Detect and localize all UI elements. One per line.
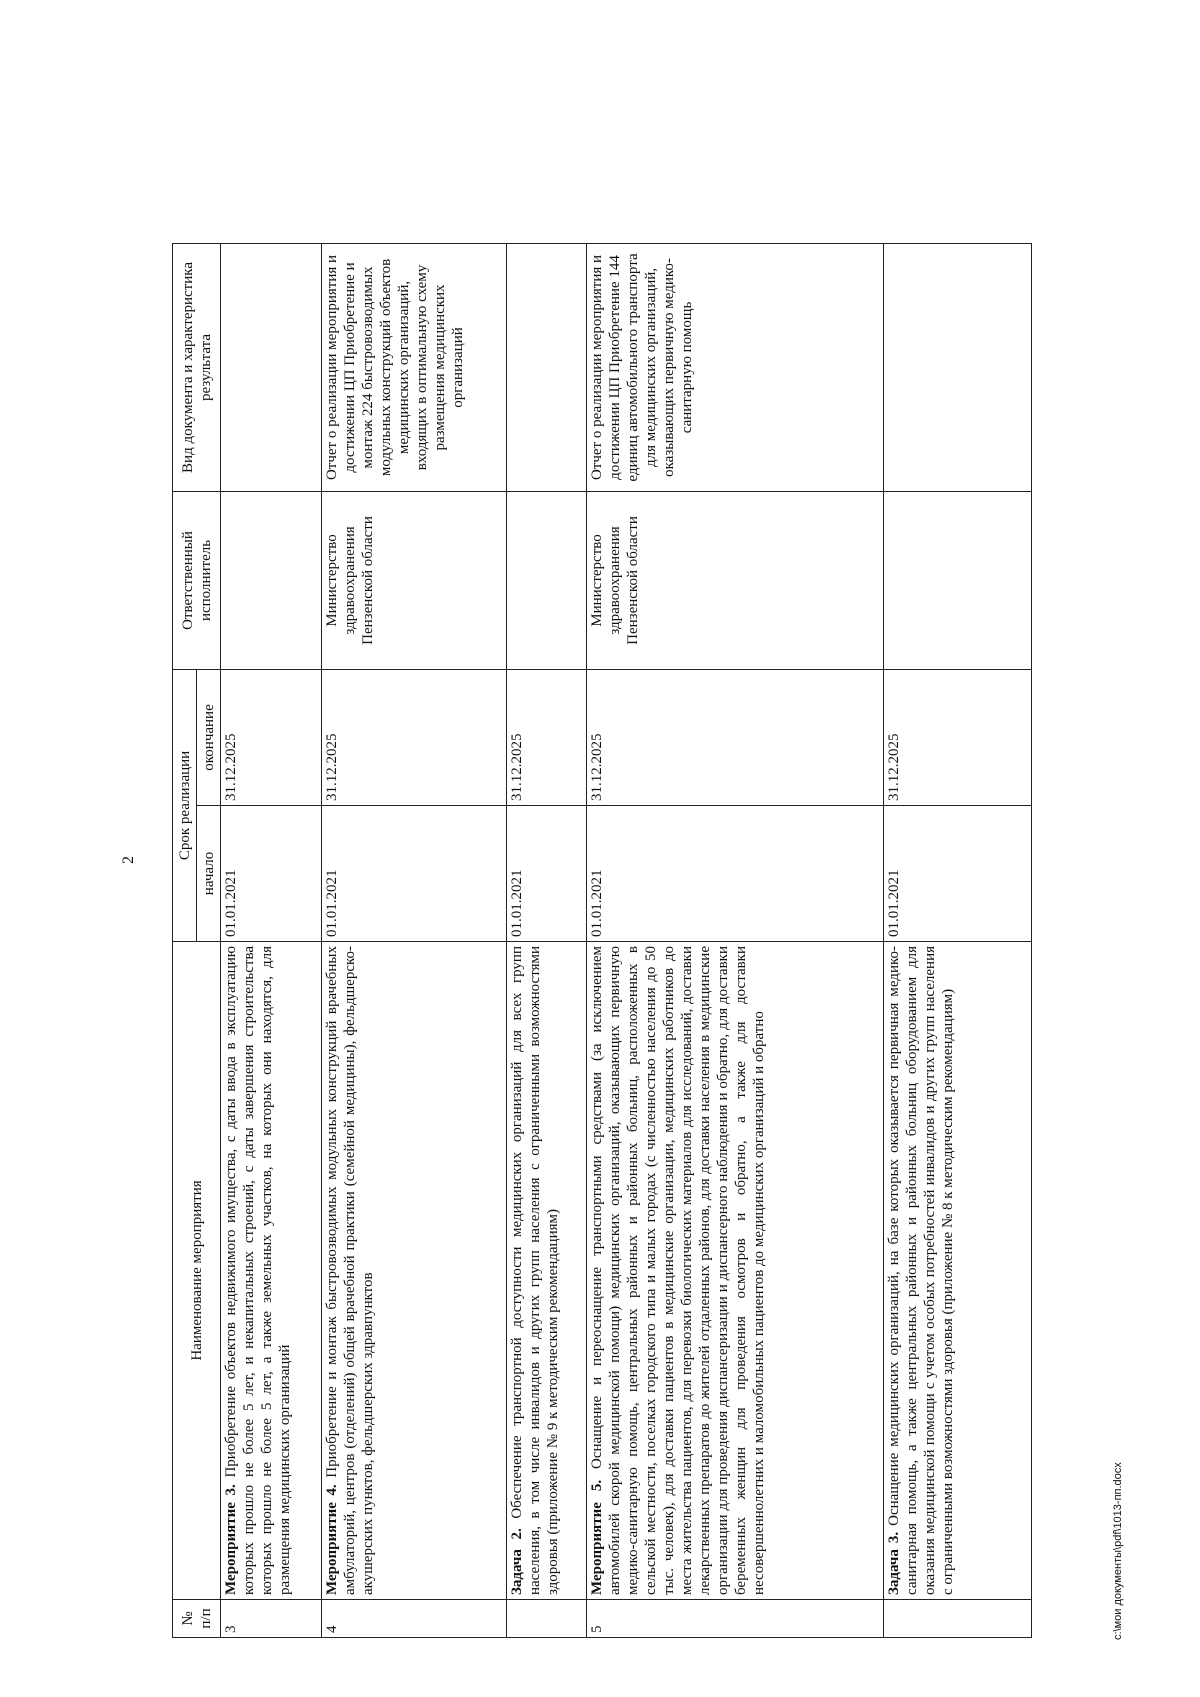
row-task-name bbox=[884, 942, 1032, 1600]
row-start-date: 01.01.2021 bbox=[884, 806, 1032, 942]
row-responsible: Министерство здравоохранения Пензенской области bbox=[586, 491, 883, 669]
row-start-date: 01.01.2021 bbox=[322, 806, 507, 942]
row-start-date: 01.01.2021 bbox=[586, 806, 883, 942]
header-number-line1: № bbox=[179, 1611, 196, 1626]
row-end-date: 31.12.2025 bbox=[322, 669, 507, 805]
row-responsible bbox=[221, 491, 322, 669]
header-number-line2: п/п bbox=[197, 1608, 214, 1629]
row-number bbox=[506, 1600, 586, 1638]
header-end: окончание bbox=[197, 669, 221, 805]
row-task-title: Задача 2. bbox=[508, 1528, 525, 1595]
row-result: Отчет о реализации мероприятия и достижении ЦП Приобретение 144 единиц автомобильного транспорта для медицинских организаций, оказывающих первичную медико-санитарную помощь bbox=[586, 243, 883, 491]
row-responsible bbox=[506, 491, 586, 669]
row-measure-name bbox=[221, 942, 322, 1600]
row-measure-text: Приобретение и монтаж быстровозводимых модульных конструкций врачебных амбулаторий, центров (отделений) общей врачебной практики (семейной медицины), фельдшерско-акушерских пунктов, фельдшерских здравпунктов bbox=[324, 946, 377, 1595]
table-row bbox=[322, 43, 507, 1637]
row-result bbox=[221, 243, 322, 491]
row-measure-title: Мероприятие 5. bbox=[588, 1479, 605, 1595]
row-measure-text: Приобретение объектов недвижимого имущества, с даты ввода в эксплуатацию которых прошло не более 5 лет, и некапитальных строений, с даты завершения строительства которых прошло не более 5 лет, а также земельных участков, на которых они находятся, для размещения медицинских организаций bbox=[223, 946, 293, 1595]
row-number bbox=[884, 1600, 1032, 1638]
header-responsible-line2: исполнитель bbox=[197, 539, 214, 622]
row-number: 5 bbox=[586, 1600, 883, 1638]
row-task-name bbox=[506, 942, 586, 1600]
row-responsible bbox=[884, 491, 1032, 669]
row-task-title: Задача 3. bbox=[886, 1531, 903, 1595]
row-end-date: 31.12.2025 bbox=[586, 669, 883, 805]
table-row bbox=[506, 43, 586, 1637]
row-end-date: 31.12.2025 bbox=[884, 669, 1032, 805]
header-start: начало bbox=[197, 806, 221, 942]
row-task-text: Обеспечение транспортной доступности медицинских организаций для всех групп населения, в том числе инвалидов и других групп населения с ограниченными возможностями здоровья (приложение № 9 к методическим рекомендациям) bbox=[508, 946, 561, 1595]
measures-table bbox=[172, 43, 1032, 1638]
row-measure-name bbox=[322, 942, 507, 1600]
row-result bbox=[884, 243, 1032, 491]
row-number: 4 bbox=[322, 1600, 507, 1638]
page-number: 2 bbox=[120, 856, 137, 864]
row-measure-text: Оснащение и переоснащение транспортными средствами (за исключением автомобилей скорой медицинской помощи) медицинских организаций, оказывающих первичную медико-санитарную помощь, центральных районных и районных больниц, расположенных в сельской местности, поселках городского типа и малых городах (с численностью населения до 50 тыс. человек), для доставки пациентов в медицинские организации, медицинских работников до места жительства пациентов, для перевозки биологических материалов для исследований, доставки лекарственных препаратов до жителей отдаленных районов, для доставки населения в медицинские организации для проведения диспансеризации и диспансерного наблюдения и обратно, для доставки беременных женщин для проведения осмотров и обратно, а также для доставки несовершеннолетних и маломобильных пациентов до медицинских организаций и обратно bbox=[588, 945, 767, 1595]
rotated-table-sheet bbox=[172, 44, 1032, 1638]
row-result bbox=[506, 243, 586, 491]
footer-file-path: c:\мои документы\pdf\1013-пп.docx bbox=[1112, 1462, 1124, 1640]
header-result-line1: Вид документа и характеристика bbox=[179, 262, 196, 473]
row-responsible: Министерство здравоохранения Пензенской области bbox=[322, 491, 507, 669]
row-end-date: 31.12.2025 bbox=[221, 669, 322, 805]
row-measure-title: Мероприятие 3. bbox=[223, 1484, 239, 1595]
header-number bbox=[173, 1600, 221, 1638]
row-number: 3 bbox=[221, 1600, 322, 1638]
row-measure-name bbox=[586, 942, 883, 1600]
header-responsible bbox=[173, 491, 221, 669]
row-measure-title: Мероприятие 4. bbox=[324, 1484, 341, 1595]
row-start-date: 01.01.2021 bbox=[221, 806, 322, 942]
row-result: Отчет о реализации мероприятия и достижении ЦП Приобретение и монтаж 224 быстровозводимых модульных конструкций объектов медицинских организаций, входящих в оптимальную схему размещения медицинских организаций bbox=[322, 243, 507, 491]
header-result-line2: результата bbox=[197, 334, 214, 401]
table-row bbox=[221, 43, 322, 1637]
table-row bbox=[884, 43, 1032, 1637]
header-result bbox=[173, 243, 221, 491]
table-row bbox=[586, 43, 883, 1637]
row-end-date: 31.12.2025 bbox=[506, 669, 586, 805]
row-start-date: 01.01.2021 bbox=[506, 806, 586, 942]
row-task-text: Оснащение медицинских организаций, на базе которых оказывается первичная медико-санитарная помощь, а также центральных районных и районных больниц оборудованием для оказания медицинской помощи с учетом особых потребностей инвалидов и других групп населения с ограниченными возможностями здоровья (приложение № 8 к методическим рекомендациям) bbox=[886, 946, 957, 1595]
header-period: Срок реализации bbox=[173, 669, 197, 941]
header-name: Наименование мероприятия bbox=[173, 942, 221, 1600]
header-responsible-line1: Ответственный bbox=[179, 531, 196, 630]
